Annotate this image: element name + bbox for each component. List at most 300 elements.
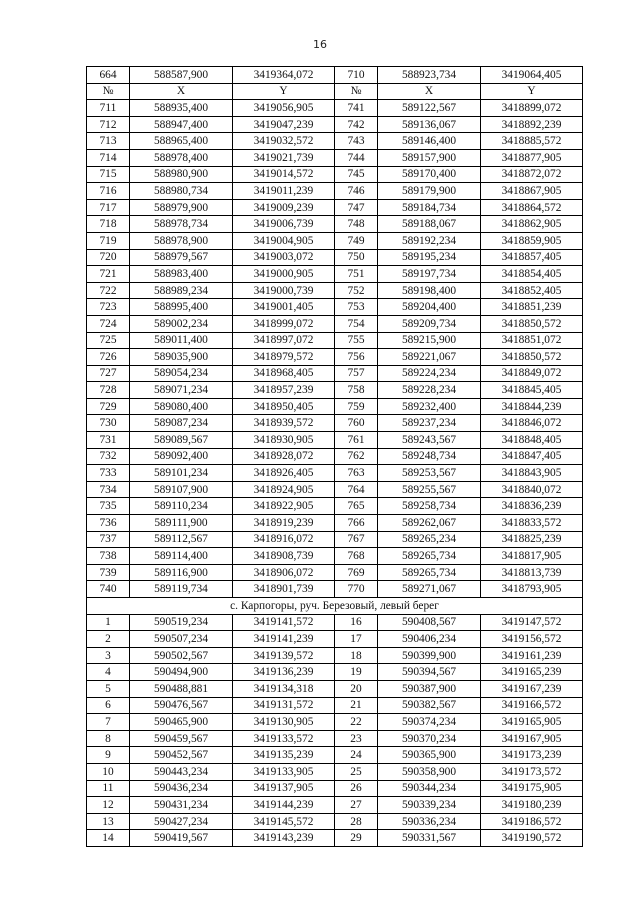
y-coordinate-cell: 3418849,072: [481, 365, 583, 382]
y-coordinate-cell: 3418916,072: [233, 531, 335, 548]
table-row: [87, 183, 583, 200]
x-coordinate-cell: 590436,234: [130, 780, 233, 797]
x-coordinate-cell: 589262,067: [378, 515, 481, 532]
y-coordinate-cell: 3418833,572: [481, 515, 583, 532]
table-row: [87, 299, 583, 316]
point-number-cell: 29: [335, 830, 378, 847]
point-number-cell: 19: [335, 664, 378, 681]
y-coordinate-cell: 3419161,239: [481, 647, 583, 664]
x-coordinate-cell: 590408,567: [378, 614, 481, 631]
point-number-cell: 760: [335, 415, 378, 432]
x-coordinate-cell: 590419,567: [130, 830, 233, 847]
point-number-cell: 715: [87, 166, 130, 183]
y-coordinate-cell: 3418979,572: [233, 349, 335, 366]
x-coordinate-cell: 590344,234: [378, 780, 481, 797]
x-coordinate-cell: 590358,900: [378, 763, 481, 780]
table-row: [87, 448, 583, 465]
table-row: [87, 166, 583, 183]
x-coordinate-cell: 590459,567: [130, 730, 233, 747]
point-number-cell: 751: [335, 266, 378, 283]
y-coordinate-cell: 3418957,239: [233, 382, 335, 399]
x-coordinate-cell: 589071,234: [130, 382, 233, 399]
table-row: [87, 680, 583, 697]
y-coordinate-cell: 3418926,405: [233, 465, 335, 482]
point-number-cell: 761: [335, 432, 378, 449]
point-number-cell: 3: [87, 647, 130, 664]
point-number-cell: 712: [87, 116, 130, 133]
table-row: [87, 266, 583, 283]
table-row: [87, 315, 583, 332]
x-coordinate-cell: 589122,567: [378, 100, 481, 117]
point-number-cell: 756: [335, 349, 378, 366]
table-row: [87, 398, 583, 415]
x-coordinate-cell: 589054,234: [130, 365, 233, 382]
x-coordinate-cell: 588978,400: [130, 149, 233, 166]
point-number-cell: 23: [335, 730, 378, 747]
coordinates-table-body: [87, 67, 583, 847]
table-row: [87, 664, 583, 681]
y-coordinate-cell: 3418859,905: [481, 232, 583, 249]
point-number-cell: 748: [335, 216, 378, 233]
table-row: [87, 697, 583, 714]
point-number-cell: 10: [87, 763, 130, 780]
y-coordinate-cell: 3419009,239: [233, 199, 335, 216]
y-coordinate-cell: 3418864,572: [481, 199, 583, 216]
x-coordinate-cell: 590399,900: [378, 647, 481, 664]
point-number-cell: 724: [87, 315, 130, 332]
point-number-cell: 25: [335, 763, 378, 780]
y-coordinate-cell: 3419000,739: [233, 282, 335, 299]
table-row: [87, 332, 583, 349]
point-number-cell: 743: [335, 133, 378, 150]
point-number-cell: 770: [335, 581, 378, 598]
point-number-cell: 734: [87, 481, 130, 498]
table-row: [87, 763, 583, 780]
y-coordinate-cell: 3418885,572: [481, 133, 583, 150]
x-coordinate-cell: 589258,734: [378, 498, 481, 515]
y-coordinate-cell: 3419001,405: [233, 299, 335, 316]
point-number-cell: 27: [335, 797, 378, 814]
table-row: [87, 133, 583, 150]
point-number-cell: 11: [87, 780, 130, 797]
y-coordinate-cell: 3419167,239: [481, 680, 583, 697]
x-coordinate-cell: 588978,900: [130, 232, 233, 249]
table-row: [87, 714, 583, 731]
table-row: [87, 232, 583, 249]
x-coordinate-cell: 589232,400: [378, 398, 481, 415]
point-number-cell: №: [87, 83, 130, 100]
y-coordinate-cell: 3418844,239: [481, 398, 583, 415]
x-coordinate-cell: 589184,734: [378, 199, 481, 216]
y-coordinate-cell: 3418901,739: [233, 581, 335, 598]
point-number-cell: 747: [335, 199, 378, 216]
x-coordinate-cell: 589089,567: [130, 432, 233, 449]
table-row: [87, 581, 583, 598]
y-coordinate-cell: 3418793,905: [481, 581, 583, 598]
point-number-cell: 727: [87, 365, 130, 382]
x-coordinate-cell: 590494,900: [130, 664, 233, 681]
x-coordinate-cell: 589114,400: [130, 548, 233, 565]
x-coordinate-cell: 589136,067: [378, 116, 481, 133]
x-coordinate-cell: 588980,900: [130, 166, 233, 183]
y-coordinate-cell: 3419011,239: [233, 183, 335, 200]
y-coordinate-cell: 3418848,405: [481, 432, 583, 449]
y-coordinate-cell: 3418851,239: [481, 299, 583, 316]
x-coordinate-cell: 590427,234: [130, 813, 233, 830]
point-number-cell: 750: [335, 249, 378, 266]
x-coordinate-cell: 589271,067: [378, 581, 481, 598]
point-number-cell: 28: [335, 813, 378, 830]
y-coordinate-cell: 3419143,239: [233, 830, 335, 847]
y-coordinate-cell: 3419165,239: [481, 664, 583, 681]
y-coordinate-cell: 3419056,905: [233, 100, 335, 117]
x-coordinate-cell: 588995,400: [130, 299, 233, 316]
x-coordinate-cell: 590476,567: [130, 697, 233, 714]
point-number-cell: 718: [87, 216, 130, 233]
x-coordinate-cell: 589265,734: [378, 564, 481, 581]
point-number-cell: 732: [87, 448, 130, 465]
y-coordinate-cell: 3419165,905: [481, 714, 583, 731]
y-coordinate-cell: 3418892,239: [481, 116, 583, 133]
point-number-cell: 738: [87, 548, 130, 565]
table-row: [87, 365, 583, 382]
point-number-cell: 731: [87, 432, 130, 449]
table-row: [87, 813, 583, 830]
y-coordinate-cell: 3419000,905: [233, 266, 335, 283]
point-number-cell: 742: [335, 116, 378, 133]
table-row: [87, 647, 583, 664]
y-coordinate-cell: Y: [481, 83, 583, 100]
y-coordinate-cell: 3418877,905: [481, 149, 583, 166]
y-coordinate-cell: 3418919,239: [233, 515, 335, 532]
x-coordinate-cell: 590394,567: [378, 664, 481, 681]
x-coordinate-cell: 590502,567: [130, 647, 233, 664]
point-number-cell: 12: [87, 797, 130, 814]
point-number-cell: 711: [87, 100, 130, 117]
section-title-row: [87, 598, 583, 615]
x-coordinate-cell: 590365,900: [378, 747, 481, 764]
point-number-cell: 759: [335, 398, 378, 415]
y-coordinate-cell: 3418939,572: [233, 415, 335, 432]
x-coordinate-cell: 588989,234: [130, 282, 233, 299]
y-coordinate-cell: 3419003,072: [233, 249, 335, 266]
table-row: [87, 100, 583, 117]
point-number-cell: 735: [87, 498, 130, 515]
x-coordinate-cell: 589243,567: [378, 432, 481, 449]
y-coordinate-cell: 3418899,072: [481, 100, 583, 117]
table-row: [87, 830, 583, 847]
x-coordinate-cell: 589092,400: [130, 448, 233, 465]
y-coordinate-cell: 3419021,739: [233, 149, 335, 166]
table-row: [87, 548, 583, 565]
point-number-cell: 764: [335, 481, 378, 498]
point-number-cell: 2: [87, 631, 130, 648]
y-coordinate-cell: 3418867,905: [481, 183, 583, 200]
x-coordinate-cell: 589119,734: [130, 581, 233, 598]
y-coordinate-cell: 3418847,405: [481, 448, 583, 465]
y-coordinate-cell: 3418854,405: [481, 266, 583, 283]
point-number-cell: 768: [335, 548, 378, 565]
y-coordinate-cell: 3418908,739: [233, 548, 335, 565]
point-number-cell: 745: [335, 166, 378, 183]
point-number-cell: 710: [335, 67, 378, 84]
x-coordinate-cell: 588587,900: [130, 67, 233, 84]
y-coordinate-cell: 3419173,572: [481, 763, 583, 780]
x-coordinate-cell: 590339,234: [378, 797, 481, 814]
x-coordinate-cell: 589209,734: [378, 315, 481, 332]
point-number-cell: 766: [335, 515, 378, 532]
point-number-cell: 725: [87, 332, 130, 349]
y-coordinate-cell: 3418922,905: [233, 498, 335, 515]
x-coordinate-cell: 589253,567: [378, 465, 481, 482]
table-row: [87, 249, 583, 266]
y-coordinate-cell: 3419180,239: [481, 797, 583, 814]
y-coordinate-cell: 3418852,405: [481, 282, 583, 299]
y-coordinate-cell: 3419014,572: [233, 166, 335, 183]
point-number-cell: 4: [87, 664, 130, 681]
table-row: [87, 498, 583, 515]
y-coordinate-cell: 3418843,905: [481, 465, 583, 482]
x-coordinate-cell: 589197,734: [378, 266, 481, 283]
point-number-cell: 20: [335, 680, 378, 697]
page-number: 16: [313, 38, 327, 51]
point-number-cell: 749: [335, 232, 378, 249]
y-coordinate-cell: 3418950,405: [233, 398, 335, 415]
x-coordinate-cell: 589204,400: [378, 299, 481, 316]
point-number-cell: 730: [87, 415, 130, 432]
point-number-cell: 729: [87, 398, 130, 415]
point-number-cell: 16: [335, 614, 378, 631]
point-number-cell: 757: [335, 365, 378, 382]
table-row: [87, 614, 583, 631]
y-coordinate-cell: 3418930,905: [233, 432, 335, 449]
y-coordinate-cell: 3418862,905: [481, 216, 583, 233]
y-coordinate-cell: 3419166,572: [481, 697, 583, 714]
x-coordinate-cell: 590488,881: [130, 680, 233, 697]
y-coordinate-cell: 3418872,072: [481, 166, 583, 183]
y-coordinate-cell: 3419004,905: [233, 232, 335, 249]
y-coordinate-cell: 3419141,572: [233, 614, 335, 631]
table-row: [87, 199, 583, 216]
point-number-cell: №: [335, 83, 378, 100]
y-coordinate-cell: 3419139,572: [233, 647, 335, 664]
y-coordinate-cell: 3419133,572: [233, 730, 335, 747]
y-coordinate-cell: 3419167,905: [481, 730, 583, 747]
x-coordinate-cell: 590431,234: [130, 797, 233, 814]
x-coordinate-cell: 588980,734: [130, 183, 233, 200]
point-number-cell: 719: [87, 232, 130, 249]
y-coordinate-cell: 3419175,905: [481, 780, 583, 797]
point-number-cell: 758: [335, 382, 378, 399]
x-coordinate-cell: 588979,567: [130, 249, 233, 266]
x-coordinate-cell: 590382,567: [378, 697, 481, 714]
point-number-cell: 14: [87, 830, 130, 847]
point-number-cell: 7: [87, 714, 130, 731]
point-number-cell: 737: [87, 531, 130, 548]
y-coordinate-cell: 3419135,239: [233, 747, 335, 764]
point-number-cell: 664: [87, 67, 130, 84]
point-number-cell: 740: [87, 581, 130, 598]
x-coordinate-cell: 589112,567: [130, 531, 233, 548]
table-row: [87, 149, 583, 166]
x-coordinate-cell: 589265,734: [378, 548, 481, 565]
point-number-cell: 722: [87, 282, 130, 299]
point-number-cell: 744: [335, 149, 378, 166]
table-row: [87, 564, 583, 581]
table-row: [87, 415, 583, 432]
x-coordinate-cell: 590507,234: [130, 631, 233, 648]
y-coordinate-cell: 3418997,072: [233, 332, 335, 349]
x-coordinate-cell: 590443,234: [130, 763, 233, 780]
x-coordinate-cell: 589179,900: [378, 183, 481, 200]
y-coordinate-cell: 3418999,072: [233, 315, 335, 332]
y-coordinate-cell: 3418845,405: [481, 382, 583, 399]
y-coordinate-cell: 3419047,239: [233, 116, 335, 133]
y-coordinate-cell: 3419137,905: [233, 780, 335, 797]
y-coordinate-cell: 3419147,572: [481, 614, 583, 631]
x-coordinate-cell: 589192,234: [378, 232, 481, 249]
x-coordinate-cell: 588935,400: [130, 100, 233, 117]
point-number-cell: 755: [335, 332, 378, 349]
table-header-row: [87, 83, 583, 100]
table-row: [87, 67, 583, 84]
x-coordinate-cell: 589087,234: [130, 415, 233, 432]
y-coordinate-cell: 3419131,572: [233, 697, 335, 714]
y-coordinate-cell: 3418851,072: [481, 332, 583, 349]
x-coordinate-cell: 590519,234: [130, 614, 233, 631]
x-coordinate-cell: 589116,900: [130, 564, 233, 581]
x-coordinate-cell: 590370,234: [378, 730, 481, 747]
table-row: [87, 349, 583, 366]
point-number-cell: 765: [335, 498, 378, 515]
point-number-cell: 6: [87, 697, 130, 714]
point-number-cell: 17: [335, 631, 378, 648]
point-number-cell: 736: [87, 515, 130, 532]
table-row: [87, 432, 583, 449]
point-number-cell: 24: [335, 747, 378, 764]
x-coordinate-cell: 589237,234: [378, 415, 481, 432]
x-coordinate-cell: 589215,900: [378, 332, 481, 349]
point-number-cell: 18: [335, 647, 378, 664]
y-coordinate-cell: 3419156,572: [481, 631, 583, 648]
coordinates-table: [86, 66, 583, 847]
y-coordinate-cell: 3419364,072: [233, 67, 335, 84]
x-coordinate-cell: 590331,567: [378, 830, 481, 847]
table-row: [87, 631, 583, 648]
x-coordinate-cell: 588923,734: [378, 67, 481, 84]
y-coordinate-cell: 3419032,572: [233, 133, 335, 150]
table-row: [87, 116, 583, 133]
y-coordinate-cell: 3418928,072: [233, 448, 335, 465]
y-coordinate-cell: 3419141,239: [233, 631, 335, 648]
x-coordinate-cell: 589265,234: [378, 531, 481, 548]
point-number-cell: 763: [335, 465, 378, 482]
table-row: [87, 515, 583, 532]
y-coordinate-cell: 3418813,739: [481, 564, 583, 581]
y-coordinate-cell: 3419173,239: [481, 747, 583, 764]
x-coordinate-cell: 588979,900: [130, 199, 233, 216]
point-number-cell: 21: [335, 697, 378, 714]
point-number-cell: 739: [87, 564, 130, 581]
x-coordinate-cell: 588965,400: [130, 133, 233, 150]
x-coordinate-cell: 590387,900: [378, 680, 481, 697]
x-coordinate-cell: 589170,400: [378, 166, 481, 183]
point-number-cell: 726: [87, 349, 130, 366]
x-coordinate-cell: 589188,067: [378, 216, 481, 233]
point-number-cell: 733: [87, 465, 130, 482]
y-coordinate-cell: 3418825,239: [481, 531, 583, 548]
x-coordinate-cell: 589198,400: [378, 282, 481, 299]
x-coordinate-cell: 590374,234: [378, 714, 481, 731]
point-number-cell: 1: [87, 614, 130, 631]
x-coordinate-cell: 589101,234: [130, 465, 233, 482]
y-coordinate-cell: 3419064,405: [481, 67, 583, 84]
table-row: [87, 780, 583, 797]
point-number-cell: 746: [335, 183, 378, 200]
x-coordinate-cell: 589080,400: [130, 398, 233, 415]
point-number-cell: 714: [87, 149, 130, 166]
point-number-cell: 754: [335, 315, 378, 332]
x-coordinate-cell: 589107,900: [130, 481, 233, 498]
y-coordinate-cell: 3418906,072: [233, 564, 335, 581]
x-coordinate-cell: 589110,234: [130, 498, 233, 515]
x-coordinate-cell: X: [130, 83, 233, 100]
y-coordinate-cell: 3418846,072: [481, 415, 583, 432]
x-coordinate-cell: 589002,234: [130, 315, 233, 332]
y-coordinate-cell: Y: [233, 83, 335, 100]
table-row: [87, 282, 583, 299]
y-coordinate-cell: 3419136,239: [233, 664, 335, 681]
x-coordinate-cell: 589255,567: [378, 481, 481, 498]
y-coordinate-cell: 3419134,318: [233, 680, 335, 697]
y-coordinate-cell: 3419133,905: [233, 763, 335, 780]
point-number-cell: 741: [335, 100, 378, 117]
point-number-cell: 26: [335, 780, 378, 797]
point-number-cell: 9: [87, 747, 130, 764]
table-row: [87, 382, 583, 399]
table-row: [87, 531, 583, 548]
x-coordinate-cell: 590336,234: [378, 813, 481, 830]
y-coordinate-cell: 3419006,739: [233, 216, 335, 233]
point-number-cell: 13: [87, 813, 130, 830]
y-coordinate-cell: 3419144,239: [233, 797, 335, 814]
point-number-cell: 713: [87, 133, 130, 150]
table-row: [87, 747, 583, 764]
x-coordinate-cell: 589248,734: [378, 448, 481, 465]
table-row: [87, 797, 583, 814]
y-coordinate-cell: 3419186,572: [481, 813, 583, 830]
point-number-cell: 716: [87, 183, 130, 200]
y-coordinate-cell: 3419130,905: [233, 714, 335, 731]
x-coordinate-cell: X: [378, 83, 481, 100]
point-number-cell: 767: [335, 531, 378, 548]
y-coordinate-cell: 3418850,572: [481, 349, 583, 366]
x-coordinate-cell: 588978,734: [130, 216, 233, 233]
point-number-cell: 753: [335, 299, 378, 316]
x-coordinate-cell: 589035,900: [130, 349, 233, 366]
section-title: с. Карпогоры, руч. Березовый, левый берег: [87, 598, 583, 615]
point-number-cell: 752: [335, 282, 378, 299]
point-number-cell: 22: [335, 714, 378, 731]
y-coordinate-cell: 3418817,905: [481, 548, 583, 565]
y-coordinate-cell: 3418850,572: [481, 315, 583, 332]
point-number-cell: 762: [335, 448, 378, 465]
table-row: [87, 730, 583, 747]
table-row: [87, 216, 583, 233]
x-coordinate-cell: 589011,400: [130, 332, 233, 349]
point-number-cell: 720: [87, 249, 130, 266]
x-coordinate-cell: 590406,234: [378, 631, 481, 648]
